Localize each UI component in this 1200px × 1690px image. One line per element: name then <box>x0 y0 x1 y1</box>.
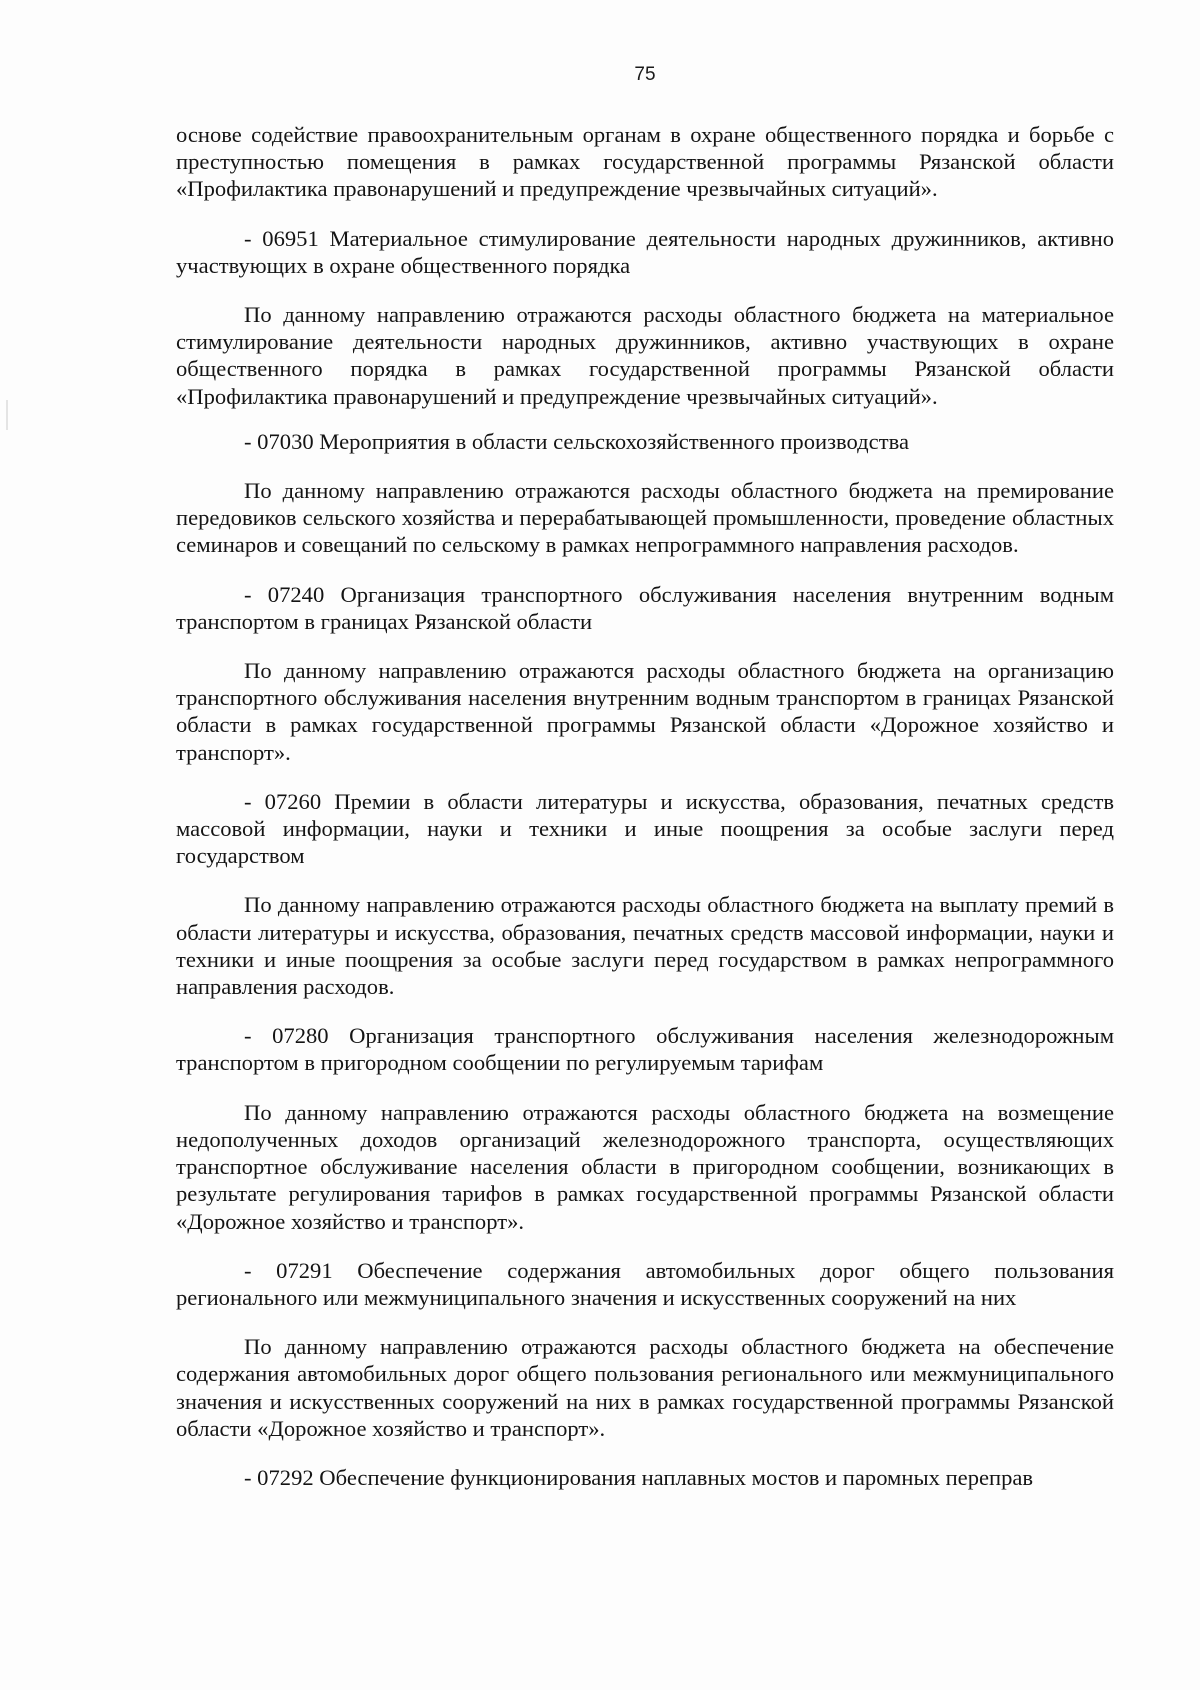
scan-artifact <box>6 400 8 430</box>
section-heading-07292: - 07292 Обеспечение функционирования наплавных мостов и паромных переправ <box>244 1464 1034 1490</box>
section-heading-07291: - 07291 Обеспечение содержания автомобильных дорог общего пользования регионального или межмуниципального значения и искусственных сооружений на них <box>176 1257 1114 1310</box>
section-body-06951: По данному направлению отражаются расходы областного бюджета на материальное стимулирование деятельности народных дружинников, активно участвующих в охране общественного порядка в рамках государственной программы Рязанской области «Профилактика правонарушений и предупреждение чрезвычайных ситуаций». <box>176 302 1114 409</box>
section-heading-06951: - 06951 Материальное стимулирование деятельности народных дружинников, активно участвующих в охране общественного порядка <box>176 225 1114 278</box>
section-body-07240: По данному направлению отражаются расходы областного бюджета на организацию транспортного обслуживания населения внутренним водным транспортом в границах Рязанской области в рамках государственной программы Рязанской области «Дорожное хозяйство и транспорт». <box>176 658 1114 765</box>
section-body-07260: По данному направлению отражаются расходы областного бюджета на выплату премий в области литературы и искусства, образования, печатных средств массовой информации, науки и техники и иные поощрения за особые заслуги перед государством в рамках непрограммного направления расходов. <box>176 892 1114 1000</box>
section-heading-07030: - 07030 Мероприятия в области сельскохозяйственного производства <box>244 428 909 454</box>
section-body-07030: По данному направлению отражаются расходы областного бюджета на премирование передовиков сельского хозяйства и перерабатывающей промышленности, проведение областных семинаров и совещаний по сельскому в рамках непрограммного направления расходов. <box>176 478 1114 558</box>
page-number: 75 <box>634 64 656 85</box>
section-body-07280: По данному направлению отражаются расходы областного бюджета на возмещение недополученных доходов организаций железнодорожного транспорта, осуществляющих транспортное обслуживание населения области в пригородном сообщении, возникающих в результате регулирования тарифов в рамках государственной программы Рязанской области «Дорожное хозяйство и транспорт». <box>176 1099 1114 1234</box>
section-heading-07280: - 07280 Организация транспортного обслуживания населения железнодорожным транспортом в пригородном сообщении по регулируемым тарифам <box>176 1023 1114 1076</box>
section-heading-07240: - 07240 Организация транспортного обслуживания населения внутренним водным транспортом в границах Рязанской области <box>176 581 1114 634</box>
document-body <box>176 121 1114 1491</box>
section-body-07291: По данному направлению отражаются расходы областного бюджета на обеспечение содержания автомобильных дорог общего пользования регионального или межмуниципального значения и искусственных сооружений на них в рамках государственной программы Рязанской области «Дорожное хозяйство и транспорт». <box>176 1334 1114 1441</box>
section-heading-07260: - 07260 Премии в области литературы и искусства, образования, печатных средств массовой информации, науки и техники и иные поощрения за особые заслуги перед государством <box>176 788 1114 869</box>
paragraph-continuation: основе содействие правоохранительным органам в охране общественного порядка и борьбе с преступностью помещения в рамках государственной программы Рязанской области «Профилактика правонарушений и предупреждение чрезвычайных ситуаций». <box>176 122 1114 202</box>
